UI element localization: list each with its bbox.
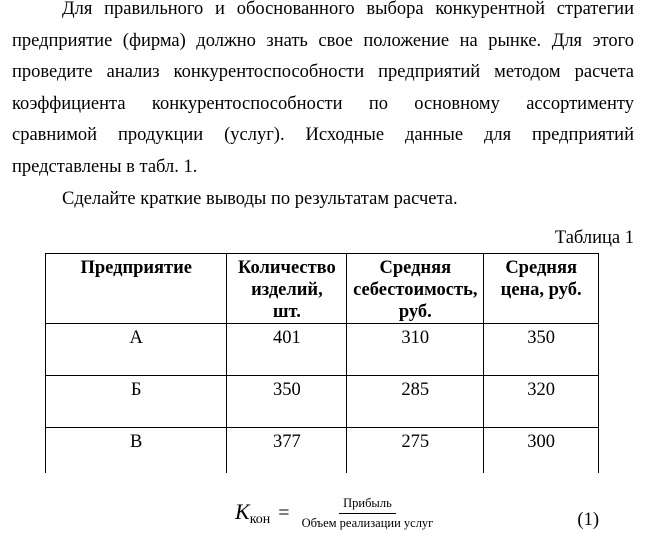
formula-fraction <box>298 496 438 531</box>
formula-denominator: Объем реализации услуг <box>301 516 434 530</box>
intro-line-5: сравнимой продукции (услуг). Исходные данные для предприятий <box>12 125 634 146</box>
intro-paragraph <box>12 0 634 184</box>
cell-quantity: 377 <box>227 428 347 474</box>
formula-equals: = <box>278 502 290 524</box>
cell-enterprise: Б <box>46 376 227 428</box>
conclusion-paragraph: Сделайте краткие выводы по результатам расчета. <box>62 189 458 209</box>
header-enterprise: Предприятие <box>46 254 227 324</box>
formula-symbol: $K_{кон}$ <box>235 499 271 527</box>
intro-line-3: проведите анализ конкурентоспособности предприятий методом расчета <box>12 62 634 83</box>
cell-avg-price: 350 <box>484 324 599 376</box>
formula-subscript: кон <box>249 512 271 527</box>
cell-enterprise: В <box>46 428 227 474</box>
table-row <box>46 376 599 428</box>
header-avg-price: Средняя цена, руб. <box>484 254 599 324</box>
intro-line-4: коэффициента конкурентоспособности по основному ассортименту <box>12 93 634 114</box>
formula <box>235 496 437 531</box>
cell-avg-cost: 275 <box>347 428 484 474</box>
formula-numerator: Прибыль <box>339 496 396 514</box>
header-quantity: Количество изделий, шт. <box>227 254 347 324</box>
table-caption: Таблица 1 <box>554 228 634 248</box>
formula-number: (1) <box>577 510 599 530</box>
cell-avg-cost: 310 <box>347 324 484 376</box>
intro-line-6: представлены в табл. 1. <box>12 156 198 177</box>
data-table <box>45 253 599 473</box>
intro-line-1: Для правильного и обоснованного выбора конкурентной стратегии <box>62 0 634 19</box>
table-header-row <box>46 254 599 324</box>
table-row <box>46 428 599 474</box>
cell-quantity: 401 <box>227 324 347 376</box>
cell-avg-price: 300 <box>484 428 599 474</box>
table-row <box>46 324 599 376</box>
cell-enterprise: А <box>46 324 227 376</box>
header-avg-cost: Средняя себестоимость, руб. <box>347 254 484 324</box>
cell-avg-price: 320 <box>484 376 599 428</box>
intro-line-2: предприятие (фирма) должно знать свое положение на рынке. Для этого <box>12 30 634 51</box>
cell-quantity: 350 <box>227 376 347 428</box>
cell-avg-cost: 285 <box>347 376 484 428</box>
